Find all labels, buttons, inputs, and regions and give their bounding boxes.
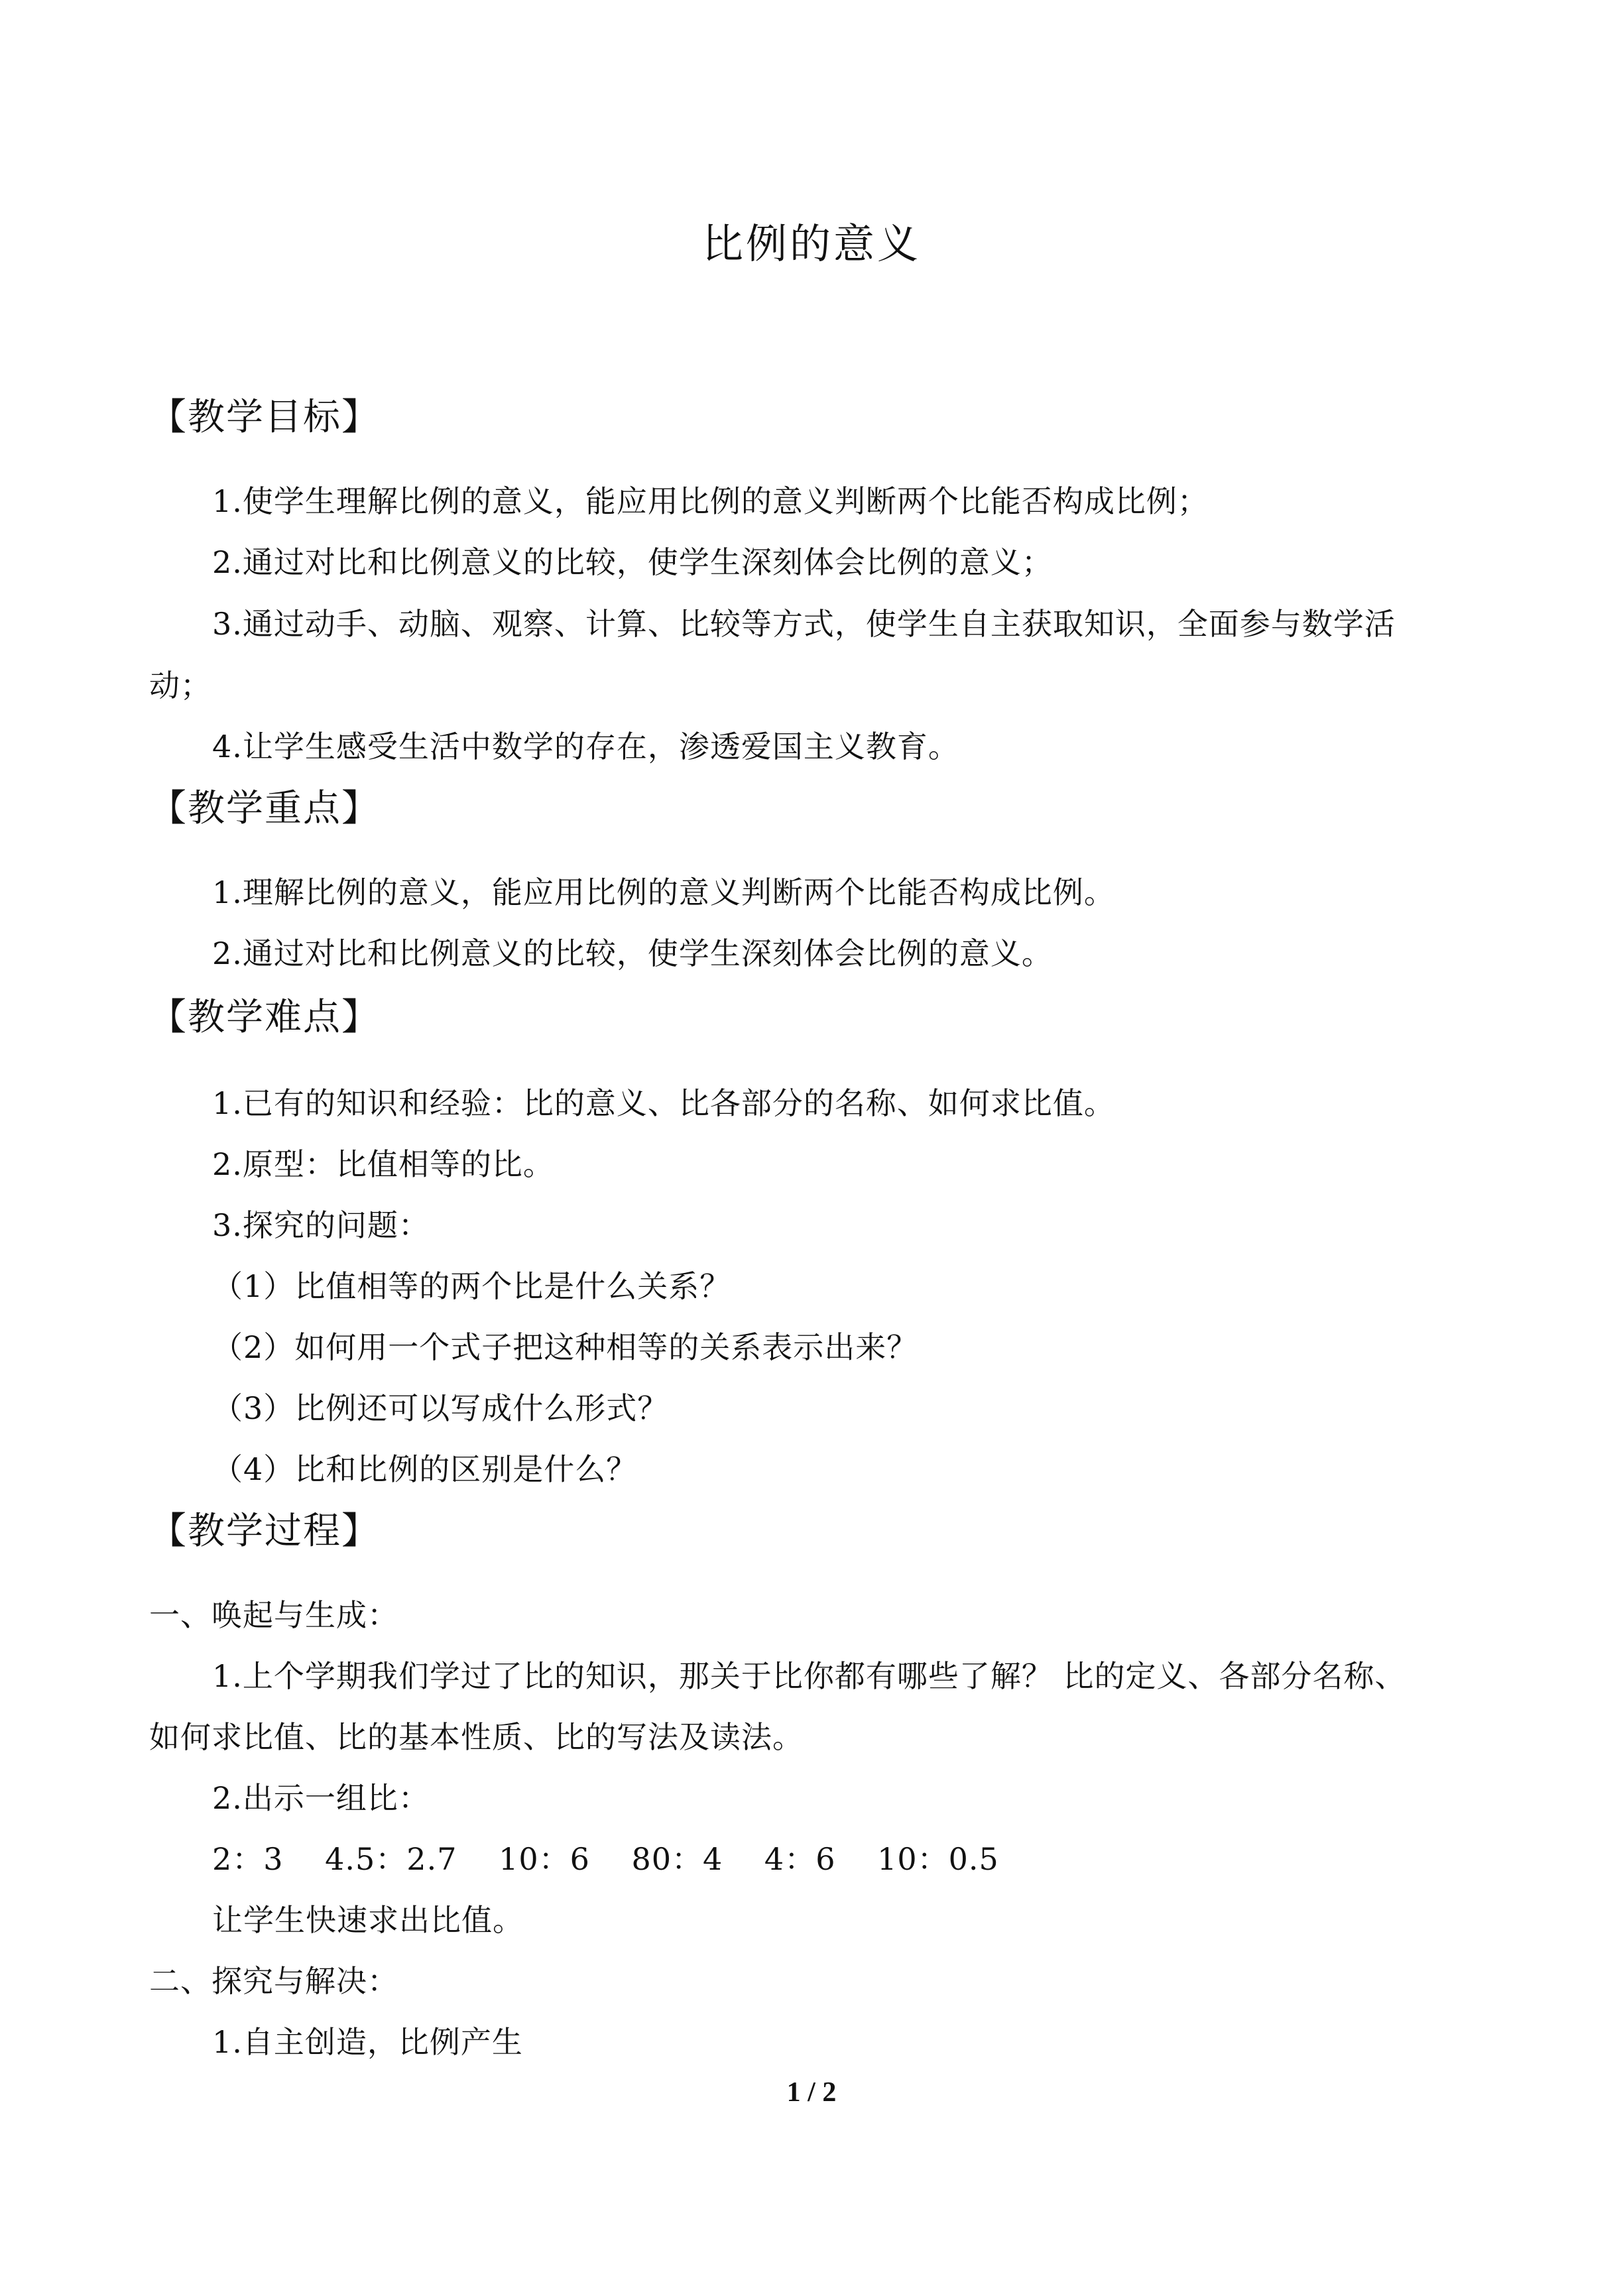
difficulty-item-3: 3.探究的问题： — [212, 1207, 430, 1243]
difficulty-question-2: （2）如何用一个式子把这种相等的关系表示出来？ — [212, 1329, 918, 1365]
page-title: 比例的意义 — [701, 219, 921, 268]
process-item-1: 1.上个学期我们学过了比的知识，那关于比你都有哪些了解？ 比的定义、各部分名称、 — [212, 1658, 1406, 1694]
process-item-1-cont: 如何求比值、比的基本性质、比的写法及读法。 — [149, 1719, 804, 1755]
goal-item-3-cont: 动； — [149, 668, 211, 703]
process-part-1-title: 一、唤起与生成： — [149, 1597, 398, 1633]
goal-item-3: 3.通过动手、动脑、观察、计算、比较等方式，使学生自主获取知识，全面参与数学活 — [212, 606, 1396, 642]
key-point-item-1: 1.理解比例的意义，能应用比例的意义判断两个比能否构成比例。 — [212, 875, 1115, 910]
process-item-3: 1.自主创造，比例产生 — [212, 2024, 523, 2060]
section-heading-difficulties: 【教学难点】 — [149, 996, 380, 1039]
difficulty-item-1: 1.已有的知识和经验：比的意义、比各部分的名称、如何求比值。 — [212, 1085, 1115, 1121]
section-heading-key-points: 【教学重点】 — [149, 787, 380, 830]
goal-item-2: 2.通过对比和比例意义的比较，使学生深刻体会比例的意义； — [212, 544, 1053, 580]
difficulty-question-3: （3）比例还可以写成什么形式？ — [212, 1390, 669, 1426]
process-item-2: 2.出示一组比： — [212, 1780, 430, 1816]
process-part-2-title: 二、探究与解决： — [149, 1963, 398, 1999]
section-heading-process: 【教学过程】 — [149, 1510, 380, 1553]
section-heading-goals: 【教学目标】 — [149, 396, 380, 439]
goal-item-4: 4.让学生感受生活中数学的存在，渗透爱国主义教育。 — [212, 729, 959, 764]
process-instruction: 让学生快速求出比值。 — [212, 1902, 524, 1938]
difficulty-question-1: （1）比值相等的两个比是什么关系？ — [212, 1268, 731, 1304]
difficulty-question-4: （4）比和比例的区别是什么？ — [212, 1451, 638, 1487]
page-number: 1 / 2 — [786, 2077, 837, 2108]
goal-item-1: 1.使学生理解比例的意义，能应用比例的意义判断两个比能否构成比例； — [212, 483, 1209, 519]
ratio-list: 2：3 4.5：2.7 10：6 80：4 4：6 10：0.5 — [212, 1841, 999, 1877]
key-point-item-2: 2.通过对比和比例意义的比较，使学生深刻体会比例的意义。 — [212, 936, 1053, 971]
difficulty-item-2: 2.原型：比值相等的比。 — [212, 1146, 554, 1182]
